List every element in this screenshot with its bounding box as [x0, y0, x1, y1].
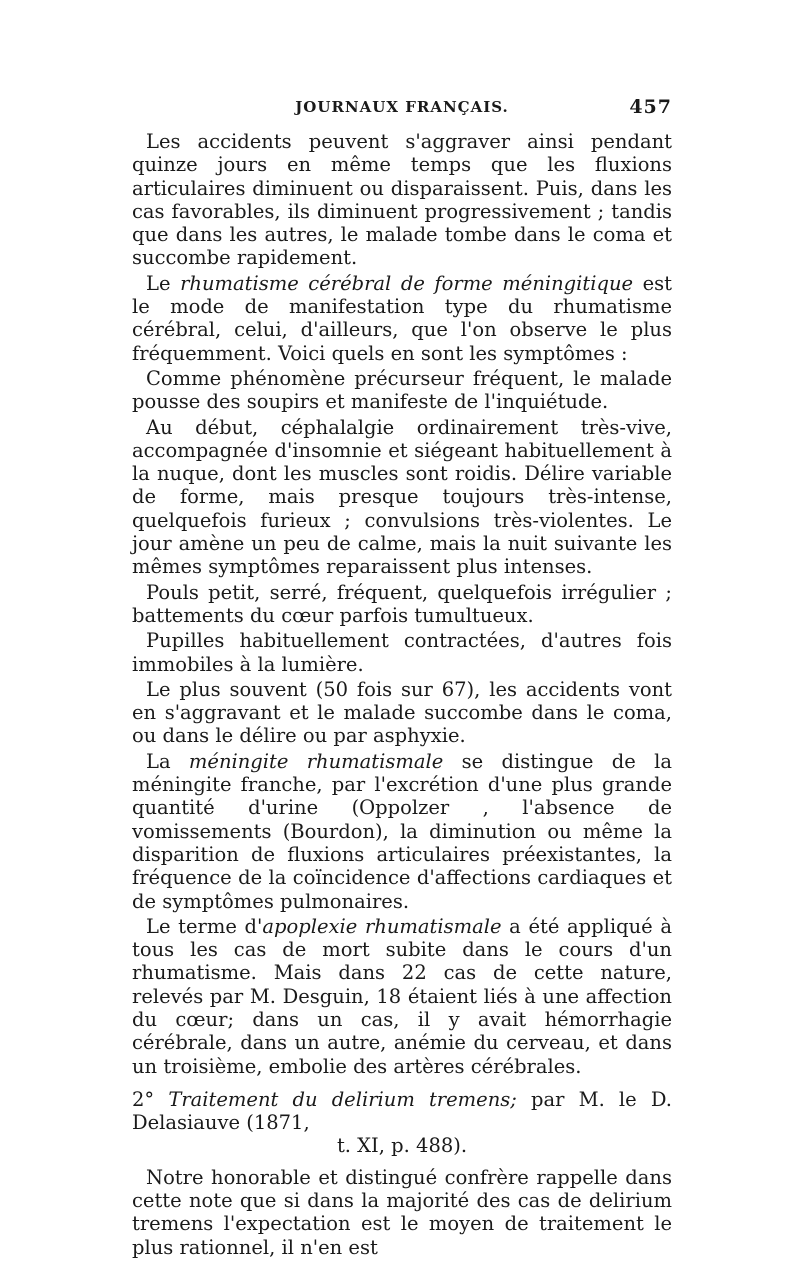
page-body: [132, 130, 672, 1259]
section-author: par M. le D. Delasiauve (1871,: [132, 1087, 673, 1135]
page-number: 457: [629, 96, 672, 118]
paragraph-final: Notre honorable et distingué confrère rappelle dans cette note que si dans la majorité des cas de delirium tremens l'expectation est le moyen de traitement le plus rationnel, il n'en est: [132, 1165, 672, 1259]
paragraph-8: La méningite rhumatismale se distingue de la méningite franche, par l'excrétion d'une plus grande quantité d'urine (Oppolzer , l'absence de vomissements (Bourdon), la diminution ou même la disparition de fluxions articulaires préexistantes, la fréquence de la coïncidence d'affections cardiaques et de symptômes pulmonaires.: [132, 749, 672, 913]
paragraph-7: Le plus souvent (50 fois sur 67), les accidents vont en s'aggravant et le malade succombe dans le coma, ou dans le délire ou par asphyxie.: [132, 677, 672, 748]
paragraph-3: Comme phénomène précurseur fréquent, le malade pousse des soupirs et manifeste de l'inquiétude.: [132, 366, 672, 414]
section-number: 2°: [132, 1087, 155, 1111]
book-page: [132, 96, 672, 1261]
running-header: [132, 96, 672, 130]
section-heading: [132, 1088, 672, 1158]
section-reference: t. XI, p. 488).: [336, 1134, 468, 1158]
paragraph-6: Pupilles habituellement contractées, d'autres fois immobiles à la lumière.: [132, 629, 672, 676]
running-title: JOURNAUX FRANÇAIS.: [295, 98, 509, 116]
paragraph-2: Le rhumatisme cérébral de forme méningitique est le mode de manifestation type du rhumatisme cérébral, celui, d'ailleurs, que l'on observe le plus fréquemment. Voici quels en sont les symptômes :: [132, 271, 672, 365]
paragraph-4: Au début, céphalalgie ordinairement très-vive, accompagnée d'insomnie et siégeant habituellement à la nuque, dont les muscles sont roidis. Délire variable de forme, mais presque toujours très-intense, quelquefois furieux ; convulsions très-violentes. Le jour amène un peu de calme, mais la nuit suivante les mêmes symptômes reparaissent plus intenses.: [132, 415, 672, 579]
paragraph-9: Le terme d'apoplexie rhumatismale a été appliqué à tous les cas de mort subite dans le cours d'un rhumatisme. Mais dans 22 cas de cette nature, relevés par M. Desguin, 18 étaient liés à une affection du cœur; dans un cas, il y avait hémorrhagie cérébrale, dans un autre, anémie du cerveau, et dans un troisième, embolie des artères cérébrales.: [132, 914, 673, 1078]
section-title: Traitement du delirium tremens;: [168, 1087, 517, 1111]
paragraph-5: Pouls petit, serré, fréquent, quelquefois irrégulier ; battements du cœur parfois tumultueux.: [132, 580, 672, 627]
paragraph-1: Les accidents peuvent s'aggraver ainsi pendant quinze jours en même temps que les fluxions articulaires diminuent ou disparaissent. Puis, dans les cas favorables, ils diminuent progressivement ; tandis que dans les autres, le malade tombe dans le coma et succombe rapidement.: [132, 130, 672, 270]
